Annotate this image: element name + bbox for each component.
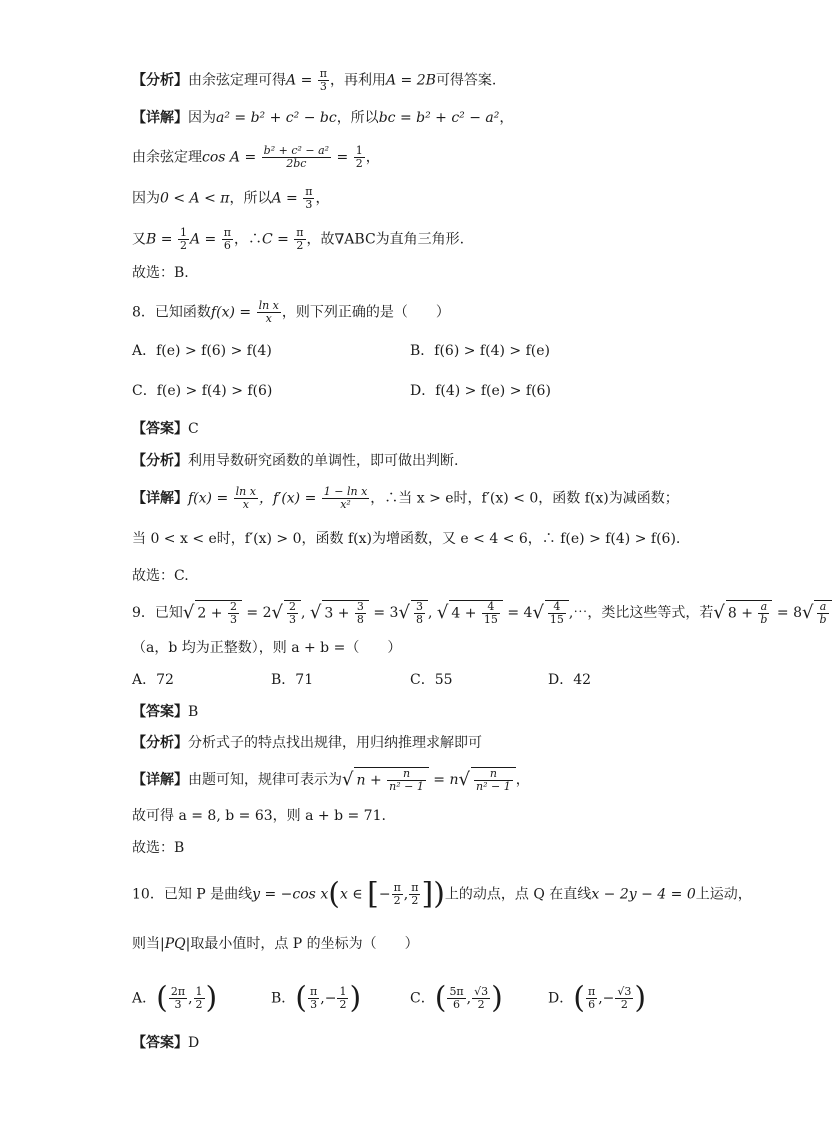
q10-option-c: C．( $\frac{5\pi}{6}$ , $\frac{√3}{2}$ ) bbox=[410, 980, 503, 1016]
q10-stem: 10．已知 P 是曲线y = −cos x(x ∈ [− $\frac{\pi}{2}$ , $\frac{\pi}{2}$ ])上的动点，点 Q 在直线x − 2y − 4 = 0上运动， bbox=[132, 876, 752, 912]
q8-detail-line2: 当 0 < x < e时，f′(x) > 0，函数 f(x)为增函数，又 e < 4 < 6，∴ f(e) > f(4) > f(6). bbox=[132, 531, 681, 547]
q9-analysis: 【分析】分析式子的特点找出规律，用归纳推理求解即可 bbox=[132, 735, 482, 751]
q9-answer: 【答案】B bbox=[132, 704, 199, 720]
q8-choice: 故选：C. bbox=[132, 568, 189, 584]
q9-detail-line1: 【详解】由题可知，规律可表示为√ n + $\frac{n}{\text{n² − 1}}$ = n√ $\frac{n}{\text{n² − 1}}$ ， bbox=[132, 767, 530, 793]
q9-stem-line2: （a，b 均为正整数），则 a + b =（ ） bbox=[132, 640, 402, 656]
q9-option-a: A．72 bbox=[132, 672, 174, 688]
q10-stem-line2: 则当|PQ|取最小值时，点 P 的坐标为（ ） bbox=[132, 936, 419, 952]
q9-detail-line2: 故可得 a = 8, b = 63，则 a + b = 71. bbox=[132, 808, 386, 824]
q8-stem: 8．已知函数f(x) = $\frac{\text{ln x}}{x}$ ，则下列正确的是（ ） bbox=[132, 299, 450, 325]
q9-choice: 故选：B bbox=[132, 840, 185, 856]
q8-option-c: C．f(e) > f(4) > f(6) bbox=[132, 383, 273, 399]
q7-choice: 故选：B. bbox=[132, 265, 189, 281]
q10-option-a: A．( $\frac{2\pi}{3}$ , $\frac{1}{2}$ ) bbox=[132, 980, 218, 1016]
q9-option-c: C．55 bbox=[410, 672, 453, 688]
q8-option-a: A．f(e) > f(6) > f(4) bbox=[132, 343, 272, 359]
q9-option-b: B．71 bbox=[271, 672, 314, 688]
q10-option-b: B．( $\frac{\pi}{3}$ ,− $\frac{1}{2}$ ) bbox=[271, 980, 362, 1016]
q7-detail-line4: 又B = $\frac{1}{2}$ A = $\frac{\pi}{6}$ ，∴C = $\frac{\pi}{2}$ ，故∇ABC为直角三角形. bbox=[132, 226, 465, 252]
q9-option-d: D．42 bbox=[548, 672, 592, 688]
q8-detail-line1: 【详解】f(x) = $\frac{\text{ln x}}{x}$ ，f′(x) = $\frac{\text{1 − ln x}}{\text{x²}}$ ，∴当 x > e时，f′(x) < 0，函数 f(x)为减函数； bbox=[132, 485, 679, 511]
fraction: $\frac{\pi}{3}$ bbox=[319, 67, 327, 93]
q9-stem: 9．已知√ 2 + $\frac{2}{3}$ = 2√ $\frac{2}{3}$ , √ 3 + $\frac{3}{8}$ = 3√ $\frac{3}{8}$ , √ 4 + $\frac{4}{15}$ = 4√ $\frac{4}{15}$ ,⋯，类比这些等式，若√ 8 + $\frac{a}{b}$ = 8√ $\frac{a}{b}$ bbox=[132, 600, 832, 626]
q8-answer: 【答案】C bbox=[132, 421, 199, 437]
q10-answer: 【答案】D bbox=[132, 1035, 200, 1051]
q8-option-b: B．f(6) > f(4) > f(e) bbox=[410, 343, 550, 359]
q8-analysis: 【分析】利用导数研究函数的单调性，即可做出判断. bbox=[132, 453, 459, 469]
analysis-tag: 【分析】 bbox=[132, 72, 188, 89]
q7-analysis: 【分析】由余弦定理可得A = $\frac{\pi}{3}$ ，再利用A = 2B可得答案. bbox=[132, 67, 497, 93]
q10-option-d: D．( $\frac{\pi}{6}$ ,− $\frac{√3}{2}$ ) bbox=[548, 980, 647, 1016]
q7-detail-line1: 【详解】因为a² = b² + c² − bc，所以bc = b² + c² − a²， bbox=[132, 110, 514, 126]
detail-tag: 【详解】 bbox=[132, 110, 188, 126]
q8-option-d: D．f(4) > f(e) > f(6) bbox=[410, 383, 551, 399]
q7-detail-line2: 由余弦定理cos A = $\frac{\text{b² + c² − a²}}{2bc}$ = $\frac{1}{2}$ ， bbox=[132, 144, 380, 170]
q7-detail-line3: 因为0 < A < π，所以A = $\frac{\pi}{3}$ ， bbox=[132, 185, 330, 211]
